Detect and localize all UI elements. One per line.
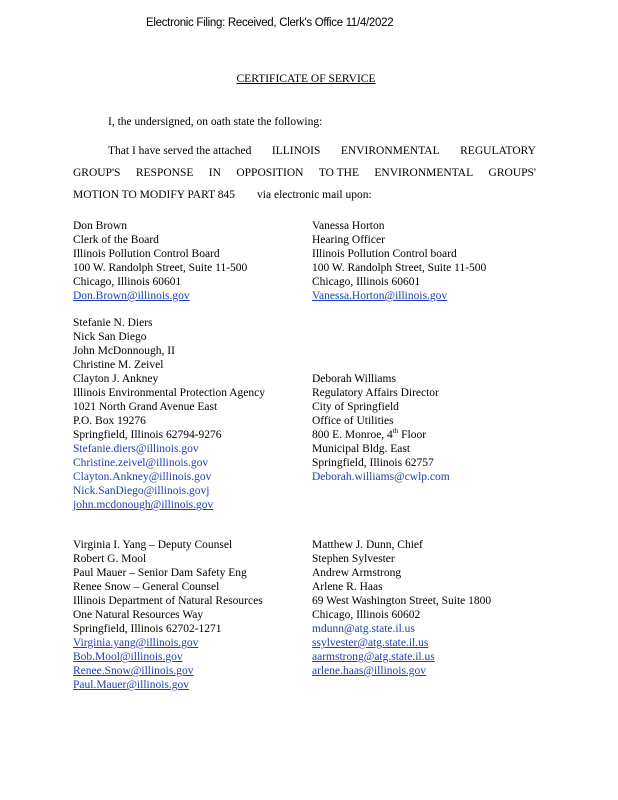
paragraph-word: ENVIRONMENTAL: [340, 145, 440, 157]
email-link[interactable]: arlene.haas@illinois.gov: [312, 665, 427, 677]
paragraph-word: RESPONSE: [135, 167, 194, 179]
email-link[interactable]: Renee.Snow@illinois.gov: [73, 665, 194, 677]
email-link[interactable]: Nick.SanDiego@illinois.govj: [73, 485, 210, 497]
email-link[interactable]: Christine.zeivel@illinois.gov: [73, 457, 209, 469]
paragraph-word: GROUPS': [488, 167, 536, 179]
email-link[interactable]: Vanessa.Horton@illinois.gov: [312, 290, 448, 302]
email-link[interactable]: Paul.Mauer@illinois.gov: [73, 679, 189, 691]
recipient-idnr: Virginia I. Yang – Deputy Counsel Robert G. Mool Paul Mauer – Senior Dam Safety Eng Renee Snow – General Counsel Illinois Department of Natural Resources One Natural Resources Way Springfield, Illinois 62702-1271 Virginia.yang@illinois.gov Bob.Mool@illinois.gov Renee.Snow@illinois.gov Paul.Mauer@illinois.gov: [73, 539, 263, 691]
paragraph-word: REGULATORY: [460, 145, 536, 157]
email-link[interactable]: mdunn@atg.state.il.us: [312, 623, 415, 635]
electronic-filing-header: Electronic Filing: Received, Clerk's Office 11/4/2022: [146, 17, 394, 29]
email-link[interactable]: Clayton.Ankney@illinois.gov: [73, 471, 212, 483]
recipient-illinois-epa: Stefanie N. Diers Nick San Diego John McDonnough, II Christine M. Zeivel Clayton J. Ankney Illinois Environmental Protection Agency 1021 North Grand Avenue East P.O. Box 19276 Springfield, Illinois 62794-9276 Stefanie.diers@illinois.gov Christine.zeivel@illinois.gov Clayton.Ankney@illinois.gov Nick.SanDiego@illinois.govj john.mcdonough@illinois.gov: [73, 317, 265, 511]
recipient-vanessa-horton: Vanessa Horton Hearing Officer Illinois Pollution Control board 100 W. Randolph Street, Suite 11-500 Chicago, Illinois 60601 Vanessa.Horton@illinois.gov: [312, 220, 487, 302]
email-link[interactable]: Don.Brown@illinois.gov: [73, 290, 190, 302]
paragraph-word: IN: [208, 167, 221, 179]
email-link[interactable]: aarmstrong@atg.state.il.us: [312, 651, 435, 663]
email-link[interactable]: ssylvester@atg.state.il.us: [312, 637, 429, 649]
recipient-attorney-general: Matthew J. Dunn, Chief Stephen Sylvester Andrew Armstrong Arlene R. Haas 69 West Washington Street, Suite 1800 Chicago, Illinois 60602 mdunn@atg.state.il.us ssylvester@atg.state.il.us aarmstrong@atg.state.il.us arlene.haas@illinois.gov: [312, 539, 492, 677]
intro-statement: I, the undersigned, on oath state the following:: [108, 116, 323, 128]
paragraph-word: GROUP'S: [73, 167, 121, 179]
email-link[interactable]: john.mcdonough@illinois.gov: [73, 499, 214, 511]
paragraph-word: ENVIRONMENTAL: [374, 167, 474, 179]
email-link[interactable]: Stefanie.diers@illinois.gov: [73, 443, 199, 455]
email-link[interactable]: Deborah.williams@cwlp.com: [312, 471, 450, 483]
paragraph-tail: via electronic mail upon:: [257, 189, 372, 201]
recipient-don-brown: Don Brown Clerk of the Board Illinois Pollution Control Board 100 W. Randolph Street, Suite 11-500 Chicago, Illinois 60601 Don.Brown@illinois.gov: [73, 220, 248, 302]
motion-name: MOTION TO MODIFY PART 845: [73, 189, 236, 201]
paragraph-word: TO THE: [318, 167, 359, 179]
paragraph-word: That I have served the attached: [108, 145, 252, 157]
paragraph-word: OPPOSITION: [236, 167, 304, 179]
document-title: CERTIFICATE OF SERVICE: [236, 73, 376, 85]
service-paragraph: [73, 140, 536, 206]
email-link[interactable]: Bob.Mool@illinois.gov: [73, 651, 183, 663]
email-link[interactable]: Virginia.yang@illinois.gov: [73, 637, 199, 649]
recipient-deborah-williams: Deborah Williams Regulatory Affairs Director City of Springfield Office of Utilities 800 E. Monroe, 4th Floor Municipal Bldg. East Springfield, Illinois 62757 Deborah.williams@cwlp.com: [312, 373, 450, 483]
paragraph-word: ILLINOIS: [271, 145, 321, 157]
